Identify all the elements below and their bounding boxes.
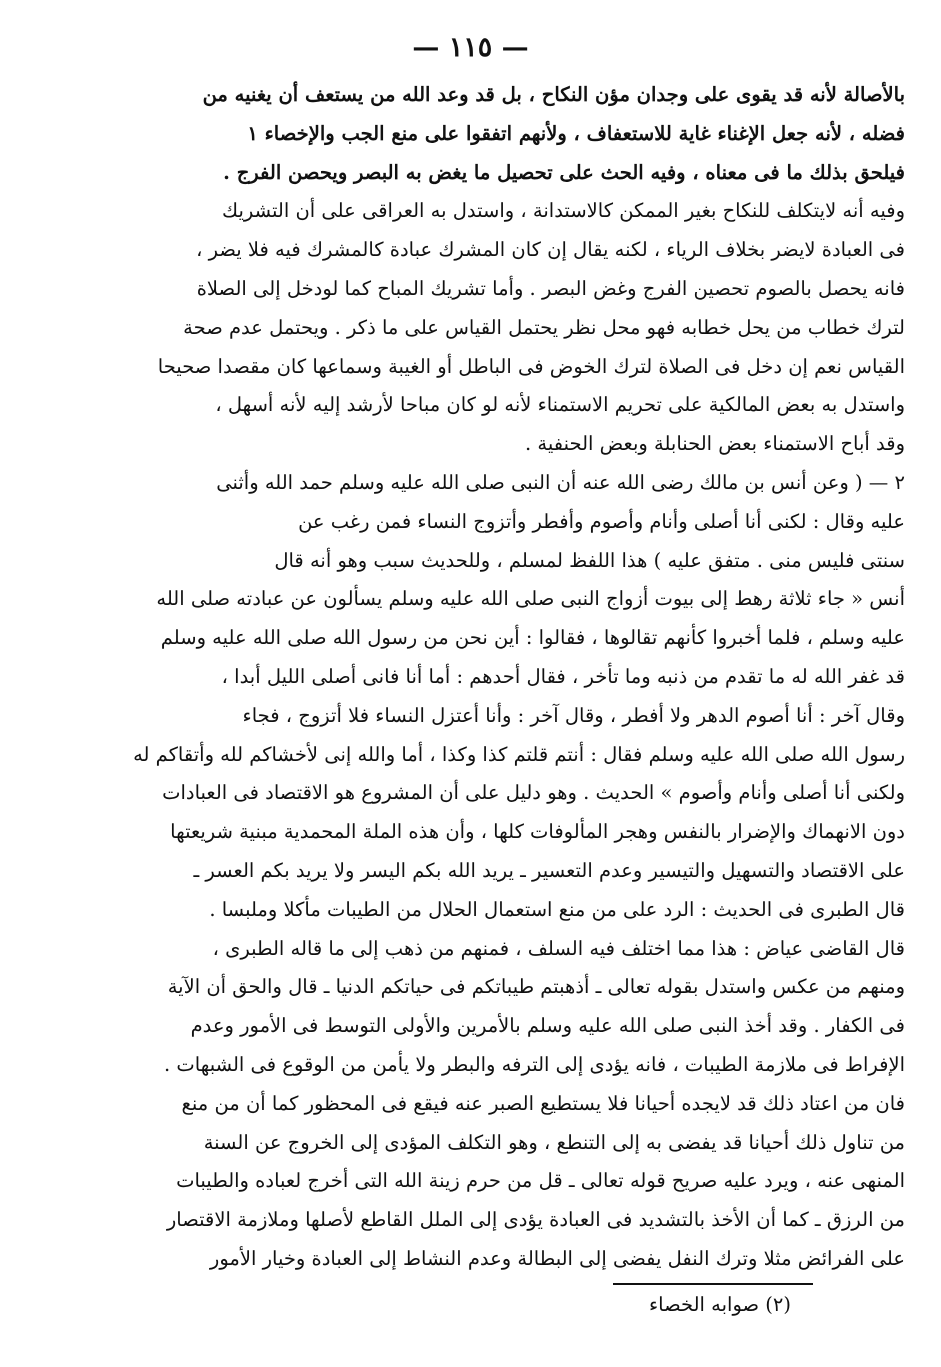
text-line: دون الانهماك والإضرار بالنفس وهجر المألوفات كلها ، وأن هذه الملة المحمدية مبنية شريعتها (170, 820, 905, 844)
text-line: الإفراط فى ملازمة الطيبات ، فانه يؤدى إلى الترفه والبطر ولا يأمن من الوقوع فى الشبهات . (164, 1052, 905, 1076)
text-line: عليه وقال : لكنى أنا أصلى وأنام وأصوم وأفطر وأتزوج النساء فمن رغب عن (298, 509, 905, 533)
text-line: فيلحق بذلك ما فى معناه ، وفيه الحث على تحصيل ما يغض به البصر ويحصن الفرج . (223, 160, 905, 184)
text-line: على الاقتصاد والتسهيل والتيسير وعدم التعسير ـ يريد الله بكم اليسر ولا يريد بكم العسر ـ (193, 858, 905, 882)
text-line: قد غفر الله له ما تقدم من ذنبه وما تأخر ، فقال أحدهم : أما أنا فانى أصلى الليل أبدا ، (221, 664, 905, 688)
text-line: ومنهم من عكس واستدل بقوله تعالى ـ أذهبتم طيباتكم فى حياتكم الدنيا ـ قال والحق أن الآية (167, 975, 905, 999)
footnote: (٢) صوابه الخصاء (649, 1293, 791, 1316)
text-line: وفيه أنه لايتكلف للنكاح بغير الممكن كالاستدانة ، واستدل به العراقى على أن التشريك (222, 199, 905, 223)
text-line: وقد أباح الاستمناء بعض الحنابلة وبعض الحنفية . (525, 432, 905, 456)
text-line: قال القاضى عياض : هذا مما اختلف فيه السلف ، فمنهم من ذهب إلى ما قاله الطبرى ، (212, 936, 905, 960)
text-line: وقال آخر : أنا أصوم الدهر ولا أفطر ، وقال آخر : وأنا أعتزل النساء فلا أتزوج ، فجاء (242, 703, 905, 727)
footnote-divider (613, 1283, 813, 1285)
text-line: عليه وسلم ، فلما أخبروا كأنهم تقالوها ، فقالوا : أين نحن من رسول الله صلى الله عليه وسلم (160, 626, 905, 650)
text-line: بالأصالة لأنه قد يقوى على وجدان مؤن النكاح ، بل قد وعد الله من يستعف أن يغنيه من (202, 83, 905, 106)
text-line: فان من اعتاد ذلك قد لايجده أحيانا فلا يستطيع الصبر عنه فيقع فى المحظور كما أن من منع (181, 1091, 905, 1115)
text-line: من الرزق ـ كما أن الأخذ بالتشديد فى العبادة يؤدى إلى الملل القاطع لأصلها وملازمة الاقتصار (166, 1208, 905, 1232)
text-line: رسول الله صلى الله عليه وسلم فقال : أنتم قلتم كذا وكذا ، أما والله إنى لأخشاكم لله وأتقاكم له (133, 742, 905, 766)
text-line: قال الطبرى فى الحديث : الرد على من منع استعمال الحلال من الطيبات مأكلا وملبسا . (209, 897, 905, 921)
text-line: أنس « جاء ثلاثة رهط إلى بيوت أزواج النبى صلى الله عليه وسلم يسألون عن عبادته صلى الله (156, 587, 905, 611)
text-line: من تناول ذلك أحيانا قد يفضى به إلى التنطع ، وهو التكلف المؤدى إلى الخروج عن السنة (203, 1130, 905, 1154)
text-line: سنتى فليس منى . متفق عليه ) هذا اللفظ لمسلم ، وللحديث سبب وهو أنه قال (274, 548, 905, 572)
text-line: فانه يحصل بالصوم تحصين الفرج وغض البصر . وأما تشريك المباح كما لودخل إلى الصلاة (196, 276, 905, 300)
text-line: ولكنى أنا أصلى وأنام وأصوم » الحديث . وهو دليل على أن المشروع هو الاقتصاد فى العبادات (162, 781, 905, 805)
text-line: ٢ — ( وعن أنس بن مالك رضى الله عنه أن النبى صلى الله عليه وسلم حمد الله وأثنى (216, 470, 905, 494)
page-number: — ١١٥ — (412, 32, 529, 63)
text-line: لترك خطاب من يحل خطابه فهو محل نظر يحتمل القياس على ما ذكر . ويحتمل عدم صحة (183, 315, 905, 339)
text-line: واستدل به بعض المالكية على تحريم الاستمناء لأنه لو كان مباحا لأرشد إليه لأنه أسهل ، (215, 393, 905, 417)
text-line: المنهى عنه ، ويرد عليه صريح قوله تعالى ـ قل من حرم زينة الله التى أخرج لعباده والطيبات (176, 1169, 905, 1193)
text-line: فضله ، لأنه جعل الإغناء غاية للاستعفاف ، ولأنهم اتفقوا على منع الجب والإخصاء ١ (247, 121, 905, 145)
main-text (40, 76, 905, 1279)
text-line: على الفرائض مثلا وترك النفل يفضى إلى البطالة وعدم النشاط إلى العبادة وخيار الأمور (209, 1246, 905, 1270)
text-line: فى الكفار . وقد أخذ النبى صلى الله عليه وسلم بالأمرين والأولى التوسط فى الأمور وعدم (190, 1014, 905, 1038)
text-line: فى العبادة لايضر بخلاف الرياء ، لكنه يقال إن كان المشرك عبادة كالمشرك فيه فلا يضر ، (196, 238, 905, 262)
text-line: القياس نعم إن دخل فى الصلاة لترك الخوض فى الباطل أو الغيبة وسماعها كان مقصدا صحيحا (157, 354, 905, 378)
